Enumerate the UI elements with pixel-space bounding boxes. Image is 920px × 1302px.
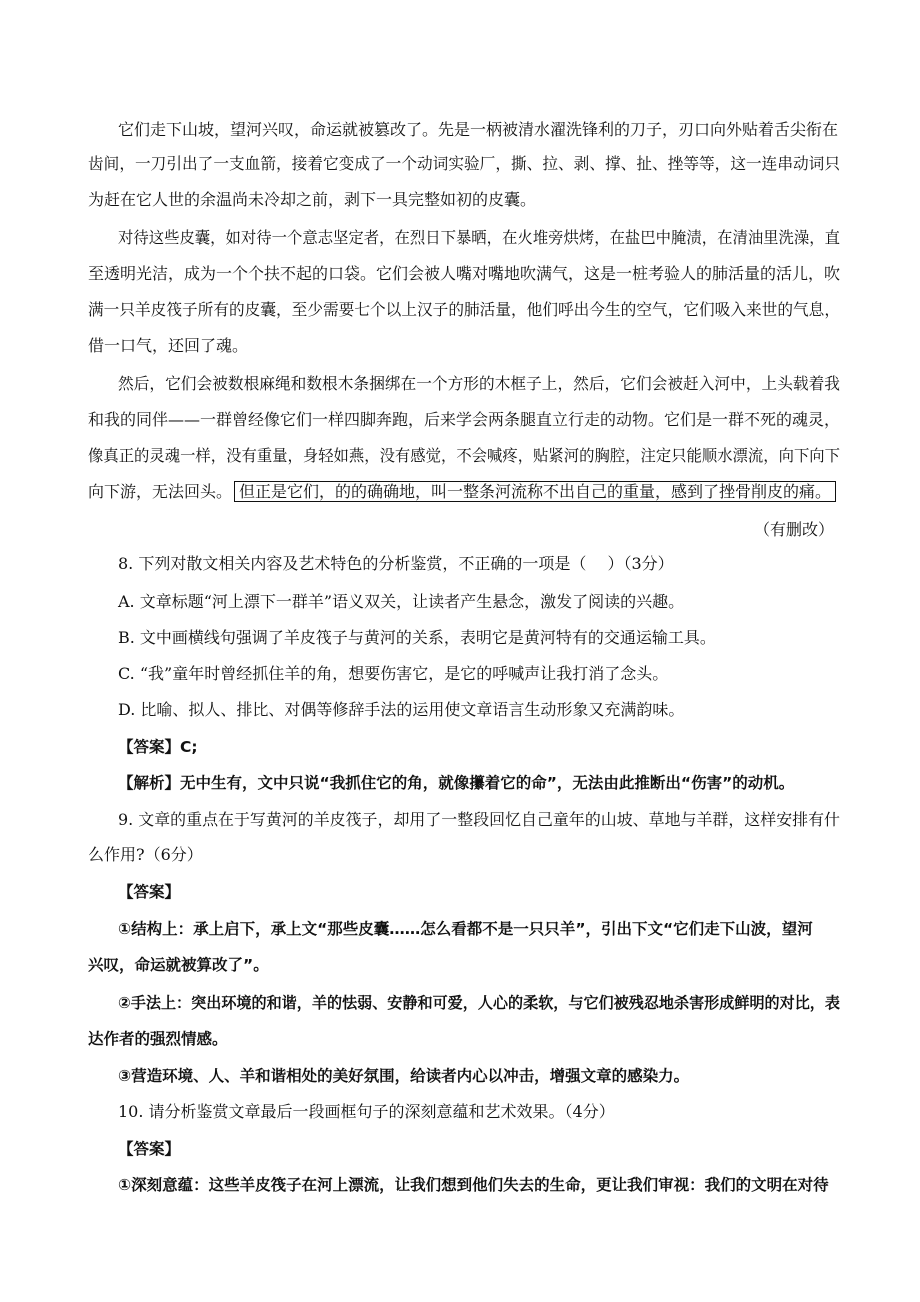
question-9-point: ②手法上：突出环境的和谐，羊的怯弱、安静和可爱，人心的柔软，与它们被残忍地杀害形成鲜明的对比，表 [118, 994, 840, 1012]
question-8-option-d: D. 比喻、拟人、排比、对偶等修辞手法的运用使文章语言生动形象又充满韵味。 [118, 700, 685, 719]
source-note: （有删改） [753, 520, 834, 539]
question-10-point: ①深刻意蕴：这些羊皮筏子在河上漂流，让我们想到他们失去的生命，更让我们审视：我们的文明在对待 [118, 1176, 829, 1194]
passage-line: 齿间，一刀引出了一支血箭，接着它变成了一个动词实验厂，撕、拉、剥、撑、扯、挫等等，这一连串动词只 [88, 154, 840, 173]
passage-line: 至透明光洁，成为一个个扶不起的口袋。它们会被人嘴对嘴地吹满气，这是一桩考验人的肺活量的活儿，吹 [88, 264, 840, 283]
question-9-point: 兴叹，命运就被算改了”。 [88, 956, 269, 974]
question-8-stem: 8. 下列对散文相关内容及艺术特色的分析鉴赏，不正确的一项是（ ）（3分） [118, 554, 674, 573]
passage-line: 对待这些皮囊，如对待一个意志坚定者，在烈日下暴晒，在火堆旁烘烤，在盐巴中腌渍，在清油里洗澡，直 [118, 228, 840, 247]
question-8-option-b: B. 文中画横线句强调了羊皮筏子与黄河的关系，表明它是黄河特有的交通运输工具。 [118, 628, 716, 647]
question-9-point: ①结构上：承上启下，承上文“那些皮囊……怎么看都不是一只只羊”，引出下文“它们走下山波，望河 [118, 920, 813, 938]
passage-line: 借一口气，还回了魂。 [88, 336, 249, 355]
passage-line: 为赶在它人世的余温尚未冷却之前，剥下一具完整如初的皮囊。 [88, 190, 537, 209]
passage-line: 像真正的灵魂一样，没有重量，身轻如燕，没有感觉，不会喊疼，贴紧河的胸腔，注定只能顺水漂流，向下向下 [88, 446, 840, 465]
passage-line: 和我的同伴——一群曾经像它们一样四脚奔跑，后来学会两条腿直立行走的动物。它们是一群不死的魂灵， [88, 410, 840, 429]
passage-last-line [88, 480, 836, 504]
question-10-stem: 10. 请分析鉴赏文章最后一段画框句子的深刻意蕴和艺术效果。（4分） [118, 1102, 615, 1121]
question-8-option-a: A. 文章标题“河上漂下一群羊”语义双关，让读者产生悬念，激发了阅读的兴趣。 [118, 592, 685, 611]
question-9-stem: 9. 文章的重点在于写黄河的羊皮筏子，却用了一整段回忆自己童年的山坡、草地与羊群，这样安排有什 [118, 810, 840, 829]
boxed-sentence: 但正是它们，的的确确地，叫一整条河流称不出自己的重量，感到了挫骨削皮的痛。 [234, 481, 836, 502]
question-9-point: 达作者的强烈情感。 [88, 1030, 228, 1048]
passage-line: 它们走下山坡，望河兴叹，命运就被篡改了。先是一柄被清水濯洗锋利的刀子，刃口向外贴着舌尖衔在 [118, 120, 839, 139]
passage-line: 然后，它们会被数根麻绳和数根木条捆绑在一个方形的木框子上，然后，它们会被赶入河中，上头载着我 [118, 374, 840, 393]
question-8-option-c: C. “我”童年时曾经抓住羊的角，想要伤害它，是它的呼喊声让我打消了念头。 [118, 664, 669, 683]
question-9-answer-label: 【答案】 [118, 883, 181, 901]
question-9-point: ③营造环境、人、羊和谐相处的美好氛围，给读者内心以冲击，增强文章的感染力。 [118, 1067, 690, 1085]
passage-text: 向下游，无法回头。 [88, 482, 233, 501]
question-10-answer-label: 【答案】 [118, 1140, 181, 1158]
passage-line: 满一只羊皮筏子所有的皮囊，至少需要七个以上汉子的肺活量，他们呼出今生的空气，它们吸入来世的气息， [88, 300, 840, 319]
question-9-stem: 么作用?（6分） [88, 845, 203, 864]
question-8-answer: 【答案】C; [118, 738, 198, 756]
question-8-analysis: 【解析】无中生有，文中只说“我抓住它的角，就像攥着它的命”，无法由此推断出“伤害”的动机。 [118, 774, 795, 792]
